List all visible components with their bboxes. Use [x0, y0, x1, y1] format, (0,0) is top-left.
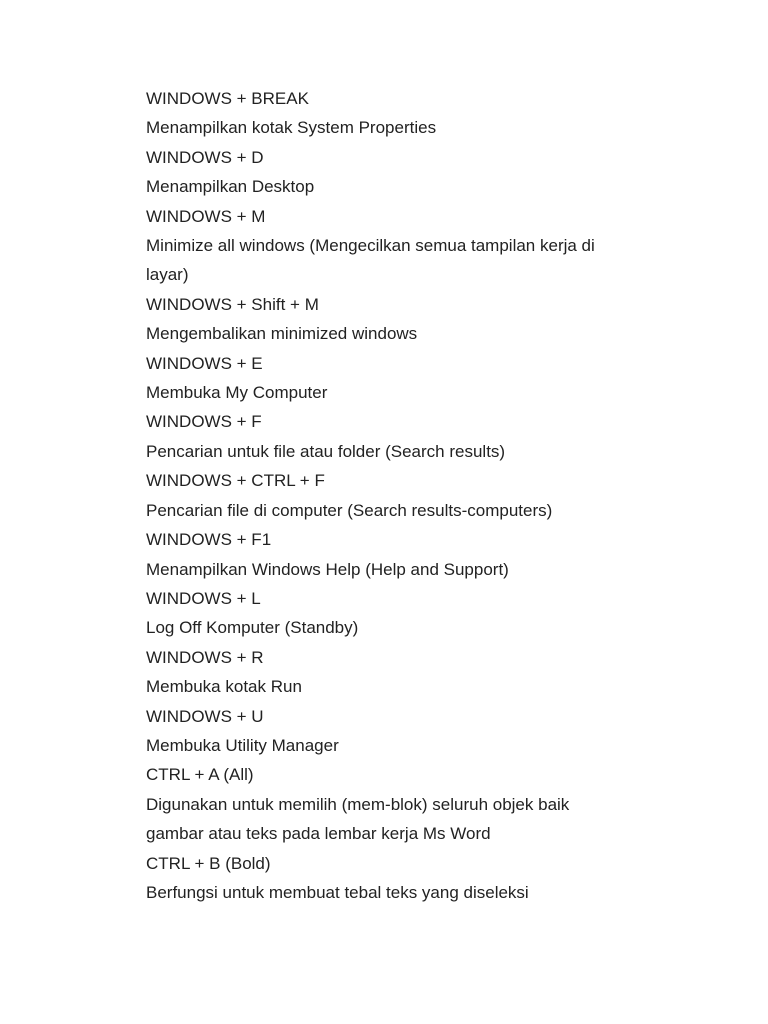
shortcut-description-line: Membuka kotak Run — [146, 677, 302, 697]
document-page — [146, 84, 646, 907]
shortcut-key-line: WINDOWS + U — [146, 706, 264, 726]
shortcut-description-line: Menampilkan kotak System Properties — [146, 118, 437, 138]
shortcut-description-line: Digunakan untuk memilih (mem-blok) seluruh objek baik — [146, 794, 570, 814]
shortcut-description-line: Berfungsi untuk membuat tebal teks yang diseleksi — [146, 882, 529, 902]
shortcut-key-line: WINDOWS + CTRL + F — [146, 471, 325, 491]
shortcut-description-line: Menampilkan Desktop — [146, 177, 315, 197]
shortcut-key-line: WINDOWS + R — [146, 647, 264, 667]
shortcut-description-line: Menampilkan Windows Help (Help and Support) — [146, 559, 509, 579]
shortcut-description-line: gambar atau teks pada lembar kerja Ms Word — [146, 824, 491, 844]
shortcut-key-line: WINDOWS + E — [146, 353, 263, 373]
shortcut-key-line: WINDOWS + BREAK — [146, 89, 309, 108]
shortcut-description-line: Membuka Utility Manager — [146, 735, 339, 755]
shortcut-key-line: WINDOWS + D — [146, 147, 264, 167]
shortcut-description-line: layar) — [146, 265, 189, 285]
shortcut-key-line: WINDOWS + Shift + M — [146, 294, 319, 314]
shortcut-description-line: Pencarian file di computer (Search results-computers) — [146, 500, 553, 520]
shortcut-description-line: Mengembalikan minimized windows — [146, 324, 418, 344]
shortcut-key-line: WINDOWS + L — [146, 588, 261, 608]
shortcut-description-line: Log Off Komputer (Standby) — [146, 618, 359, 638]
shortcut-description-line: Minimize all windows (Mengecilkan semua tampilan kerja di — [146, 236, 595, 256]
shortcut-key-line: WINDOWS + F1 — [146, 530, 272, 550]
shortcut-key-line: WINDOWS + M — [146, 206, 266, 226]
shortcut-key-line: CTRL + A (All) — [146, 765, 254, 785]
shortcut-description-line: Pencarian untuk file atau folder (Search results) — [146, 441, 506, 461]
shortcut-key-line: CTRL + B (Bold) — [146, 853, 271, 873]
shortcut-key-line: WINDOWS + F — [146, 412, 262, 432]
shortcut-description-line: Membuka My Computer — [146, 383, 328, 403]
